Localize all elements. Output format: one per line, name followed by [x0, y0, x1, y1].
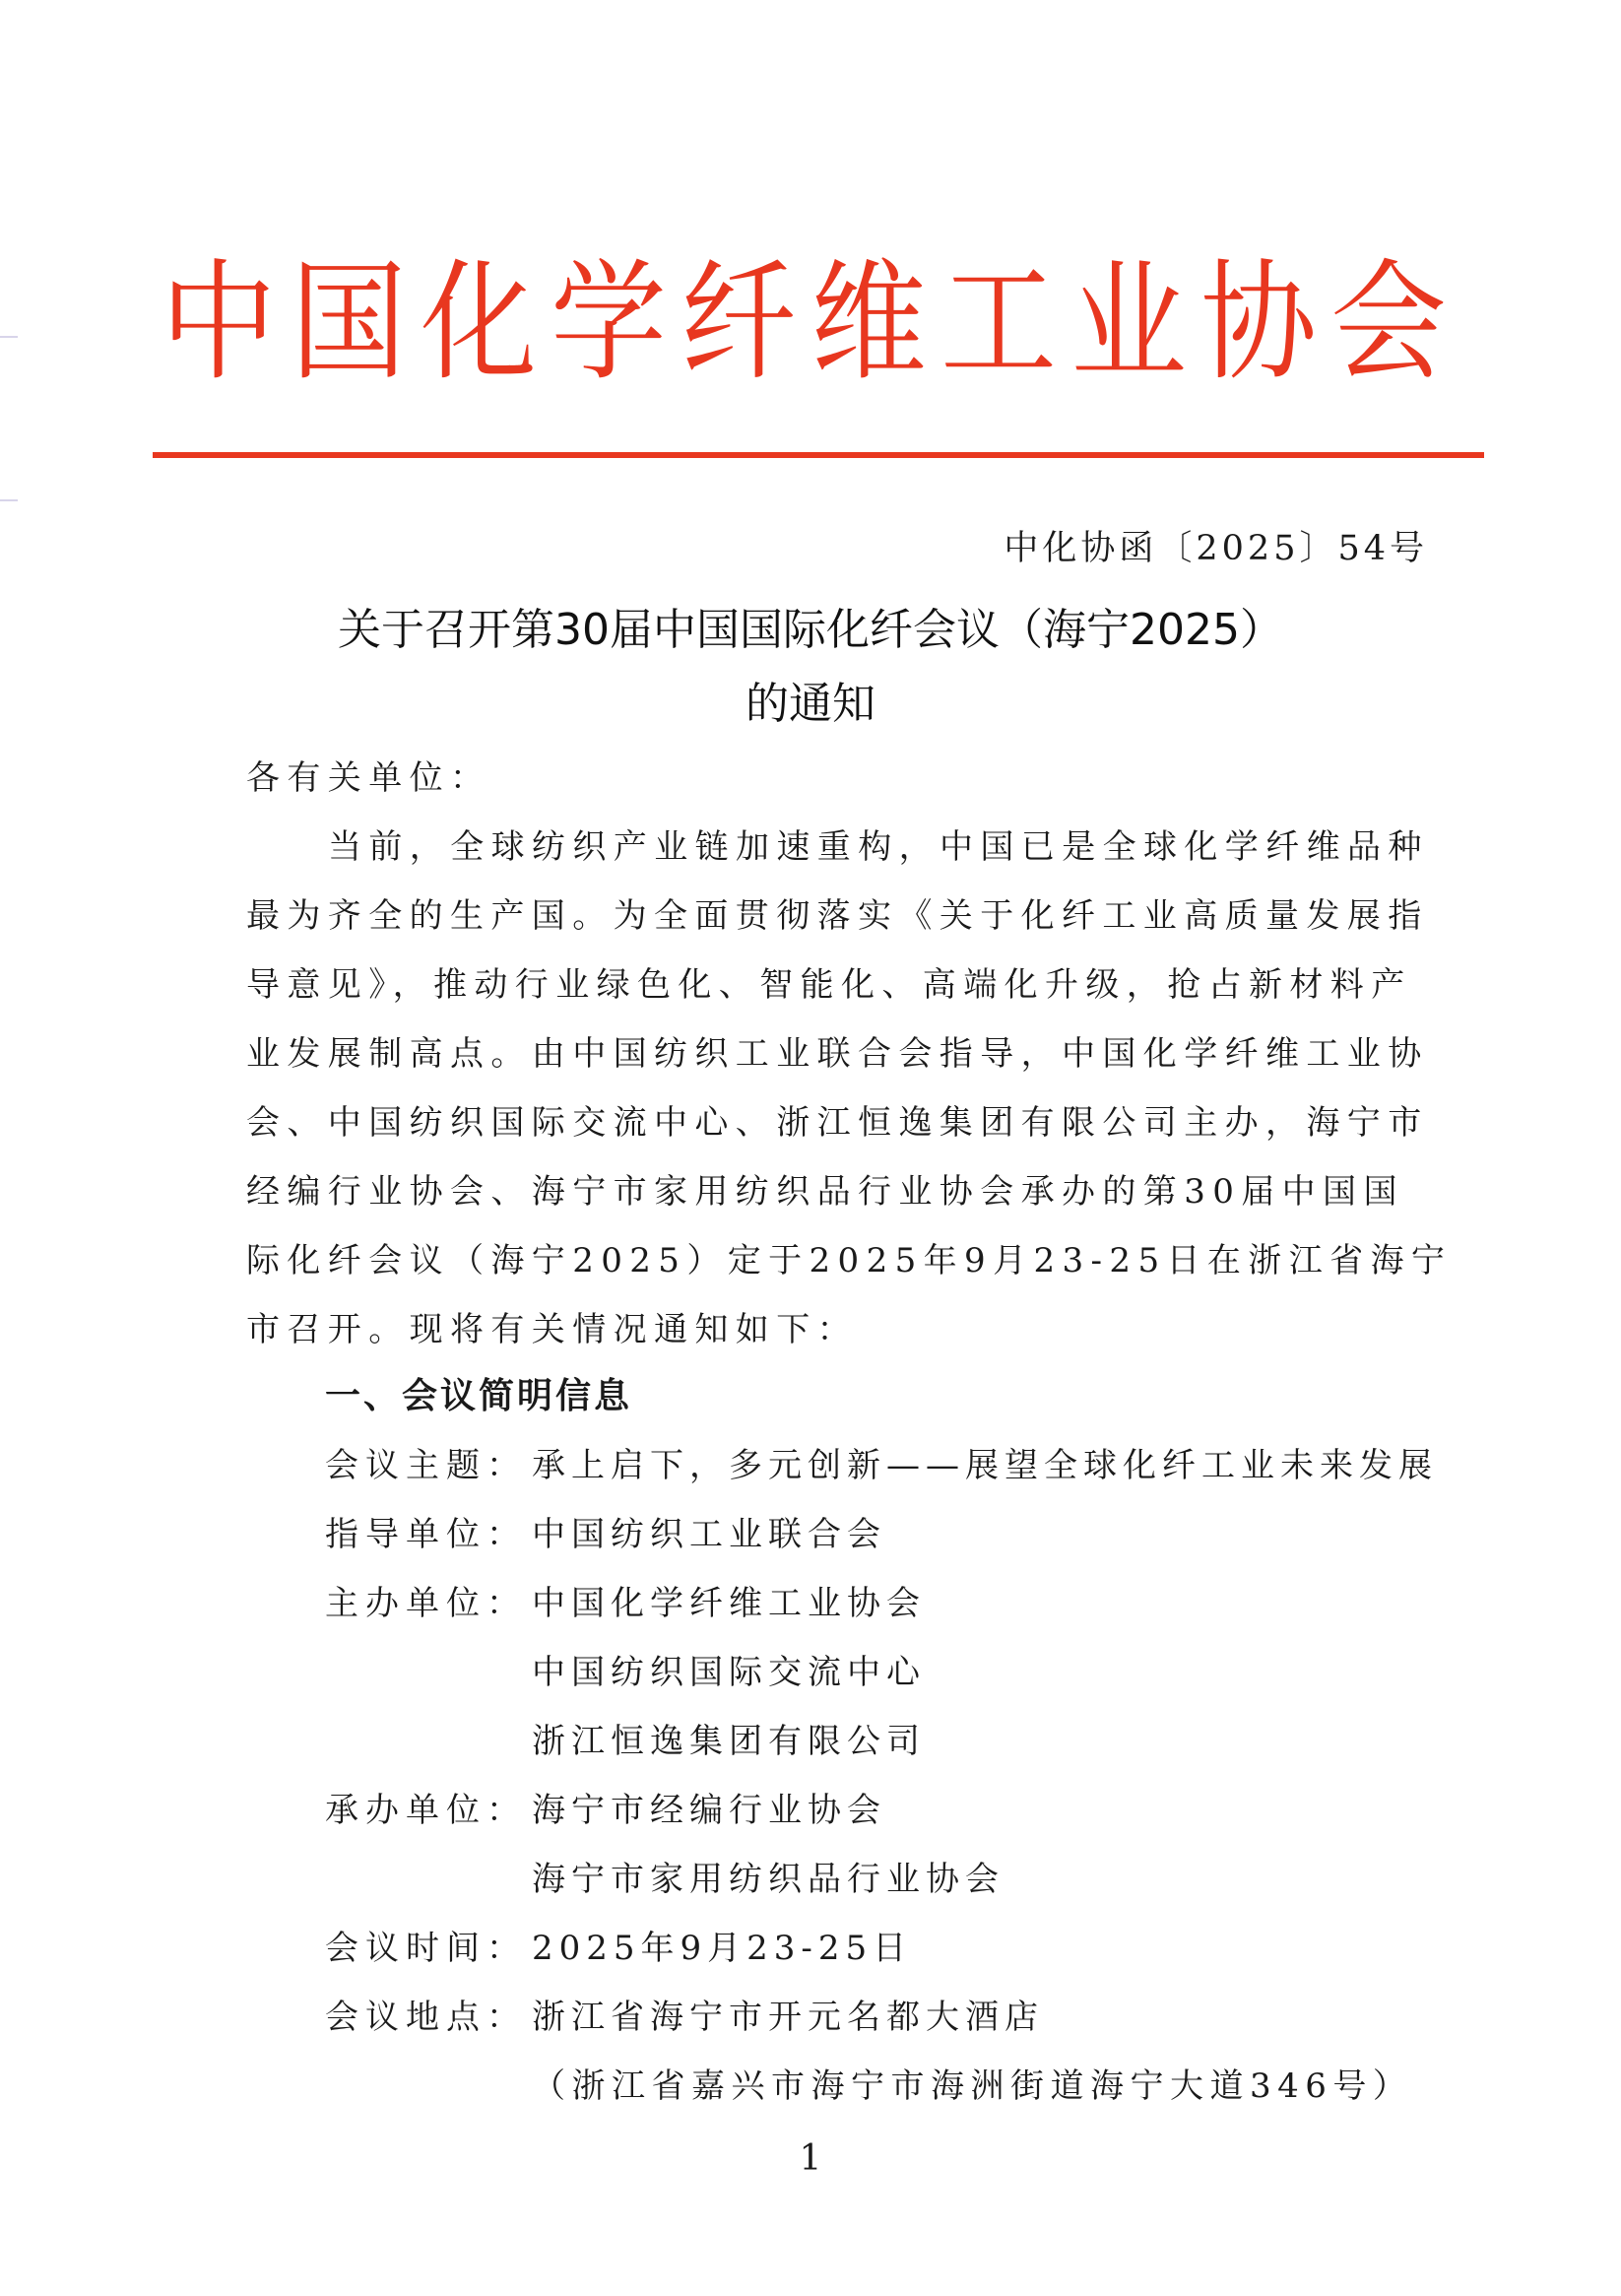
- info-value-organizer: 海宁市家用纺织品行业协会: [532, 1860, 1005, 1899]
- info-value-host: 浙江恒逸集团有限公司: [532, 1722, 926, 1761]
- body-line: 导意见》，推动行业绿色化、智能化、高端化升级，抢占新材料产: [246, 965, 1412, 1005]
- body-line: 市召开。现将有关情况通知如下：: [246, 1310, 858, 1349]
- document-title-line2: 的通知: [746, 679, 875, 729]
- document-title-line1: 关于召开第30届中国国际化纤会议（海宁2025）: [338, 605, 1283, 655]
- info-value-host: 中国化学纤维工业协会: [532, 1584, 926, 1623]
- salutation: 各有关单位：: [246, 758, 491, 798]
- body-line: 当前，全球纺织产业链加速重构，中国已是全球化学纤维品种: [328, 827, 1429, 867]
- info-label-time: 会议时间：: [325, 1929, 527, 1968]
- info-value-theme: 承上启下，多元创新——展望全球化纤工业未来发展: [532, 1446, 1438, 1485]
- section-heading: 一、会议简明信息: [325, 1376, 633, 1416]
- info-label-theme: 会议主题：: [325, 1446, 527, 1485]
- body-line: 业发展制高点。由中国纺织工业联合会指导，中国化学纤维工业协: [246, 1034, 1429, 1074]
- info-value-host: 中国纺织国际交流中心: [532, 1653, 926, 1692]
- venue-address: （浙江省嘉兴市海宁市海洲街道海宁大道346号）: [532, 2066, 1413, 2106]
- body-line: 经编行业协会、海宁市家用纺织品行业协会承办的第30届中国国: [246, 1172, 1404, 1212]
- info-label-venue: 会议地点：: [325, 1998, 527, 2037]
- document-number: 中化协函〔2025〕54号: [1004, 529, 1428, 568]
- info-value-time: 2025年9月23-25日: [532, 1929, 913, 1968]
- info-value-guide: 中国纺织工业联合会: [532, 1515, 886, 1554]
- body-line: 际化纤会议（海宁2025）定于2025年9月23-25日在浙江省海宁: [246, 1241, 1453, 1280]
- page-number: 1: [799, 2138, 822, 2179]
- info-label-host: 主办单位：: [325, 1584, 527, 1623]
- info-value-organizer: 海宁市经编行业协会: [532, 1791, 886, 1830]
- letterhead-red-rule: [153, 452, 1484, 458]
- body-line: 会、中国纺织国际交流中心、浙江恒逸集团有限公司主办，海宁市: [246, 1103, 1429, 1143]
- letterhead-org-name: 中国化学纤维工业协会: [160, 245, 1460, 399]
- info-label-guide: 指导单位：: [325, 1515, 527, 1554]
- scan-artifact: [0, 499, 18, 501]
- info-label-organizer: 承办单位：: [325, 1791, 527, 1830]
- body-line: 最为齐全的生产国。为全面贯彻落实《关于化纤工业高质量发展指: [246, 896, 1429, 936]
- info-value-venue: 浙江省海宁市开元名都大酒店: [532, 1998, 1044, 2037]
